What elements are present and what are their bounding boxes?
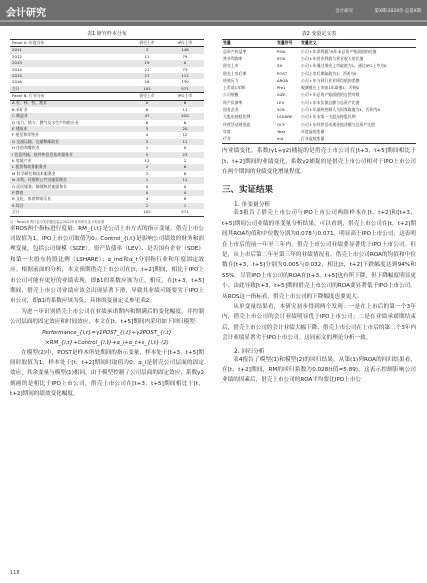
table-row bbox=[222, 77, 416, 84]
issue-info: 第X期·2024年·总第X期 bbox=[374, 9, 421, 14]
column-header: 变量 bbox=[222, 40, 276, 48]
variable-symbol-cell: SIZE bbox=[277, 92, 286, 98]
variable-definition-cell: 公司上市后期取值为1，否则为0 bbox=[301, 70, 357, 76]
value-cell: 2 bbox=[128, 164, 166, 170]
variable-symbol-cell: ROS bbox=[277, 55, 286, 61]
variable-name-cell: 上市前1年期 bbox=[223, 85, 245, 91]
year-cell: 2015 bbox=[10, 73, 128, 79]
variable-name-cell: 年度 bbox=[223, 128, 231, 134]
body-paragraph: 内业绩变化。系数(γ1+γ2)捕捉的是借壳上市公司在[t+3，t+5]期间相比于[t，t+2]期间的业绩变化，系数γ2捕捉的是借壳上市公司相对于IPO上市公司在两个期间的业绩变化增量程度。 bbox=[222, 148, 416, 175]
variable-name-cell: 行业 bbox=[222, 136, 276, 144]
body-paragraph: 为进一步识别借壳上市公司在业绩承诺期内和期满后的变化幅度，并控制公司层面的固定效应和时间效应，本文在[t，t+5]期间内采用如下回归模型： bbox=[10, 308, 204, 326]
value-cell: 11 bbox=[182, 106, 188, 112]
column-header: 变量符号 bbox=[276, 40, 300, 48]
industry-cell: M 科学研究和技术服务业 bbox=[12, 170, 56, 176]
panel-b-title: Panel B: 行业分布 bbox=[10, 93, 128, 100]
value-cell: 3 bbox=[128, 47, 166, 54]
left-column bbox=[10, 30, 204, 400]
value-cell: 0 bbox=[183, 145, 187, 151]
industry-cell: N 水利、环境和公共设施管理业 bbox=[10, 177, 128, 183]
panel-a-title: Panel A: 年度分布 bbox=[10, 40, 128, 47]
value-cell: 4 bbox=[145, 132, 149, 138]
sample-distribution-table bbox=[10, 39, 204, 217]
value-cell: 1 bbox=[145, 145, 149, 151]
industry-cell: E 建筑业 bbox=[10, 126, 128, 132]
variable-name-cell: 经营活动现金流 bbox=[223, 121, 251, 127]
variable-definition-cell: 公司 t 年总资产账面值的自然对数 bbox=[301, 92, 360, 98]
variable-definition-cell: 公司 t 年与同行业业绩均值的差额 bbox=[301, 77, 360, 83]
table-row bbox=[10, 100, 204, 107]
table-row bbox=[10, 86, 204, 93]
table-row bbox=[10, 209, 204, 216]
year-cell: 2013 bbox=[10, 60, 128, 66]
body-paragraph: 表3报告了借壳上市公司与IPO上市公司两组样本在[t，t+2]和[t+3，t+5]期间公司业绩的单变量分析结果。可以看到，借壳上市公司在[t，t+2]期间其ROA均值和中位数分别为0.078与0.071，明显高于IPO上市公司，这表明在上市后的前一年至三年内，借壳上市公司业绩要显著优于IPO上市公司。但是，从上市后第二年至第三年的业绩情况看，借壳上市公司ROA的均值和中位数在[t+3，t+5]分别为0.005与0.032，相比[t，t+2]下跌幅度达到94%和55%。尽管IPO上市公司的ROA在[t+3，t+5]也有所下降，但下降幅度明显更小。由此导致[t+3，t+5]期间借壳上市公司的ROA要显著低于IPO上市公司。从ROS这一指标看，借壳上市公司的下降幅度也要更大。 bbox=[222, 210, 416, 300]
year-cell: 2012 bbox=[12, 53, 22, 59]
value-cell: 12 bbox=[144, 158, 150, 163]
value-cell: 8 bbox=[183, 170, 187, 176]
value-cell: 20 bbox=[166, 126, 204, 132]
table-row bbox=[222, 107, 416, 114]
column-header: IPO上市 bbox=[166, 93, 204, 100]
industry-cell: A 农、林、牧、渔业 bbox=[10, 100, 128, 107]
variable-name-cell: 大股东持股比例 bbox=[223, 114, 251, 120]
variable-definition-table bbox=[222, 39, 416, 144]
value-cell: 0 bbox=[128, 100, 166, 107]
table-row bbox=[10, 40, 204, 47]
value-cell: 6 bbox=[166, 164, 204, 170]
variable-name-cell: 营业利润率 bbox=[223, 55, 243, 61]
industry-cell: D 电力、热力、燃气及水生产和供应业 bbox=[12, 119, 79, 125]
value-cell: 102 bbox=[128, 86, 166, 93]
variable-symbol-cell: Pre1 bbox=[277, 85, 286, 91]
value-cell: 47 bbox=[128, 113, 166, 119]
body-paragraph: 表4报告了模型(1)和模型(2)的回归结果。从第(1)列ROA的回归结果看，在[t，t+2]期间，RM的回归系数为0.028(t值=5.89)，这表示控制影响公司业绩的因素后，借壳上市公司的ROA平均要比IPO上市公 bbox=[222, 356, 416, 384]
value-cell: 4 bbox=[145, 196, 149, 202]
variable-definition-cell: 公司 t 年通过借壳上市取值为1，通过IPO上市为0 bbox=[301, 63, 387, 69]
column-header: 借壳上市 bbox=[128, 93, 166, 100]
table-row bbox=[222, 121, 416, 128]
industry-cell: B 采矿业 bbox=[12, 106, 28, 112]
header-rule bbox=[0, 20, 427, 22]
value-cell: 11 bbox=[144, 53, 150, 59]
table-row bbox=[222, 99, 416, 106]
value-cell: 5 bbox=[128, 139, 166, 145]
value-cell: 0 bbox=[183, 183, 187, 189]
variable-symbol-cell: SOE bbox=[277, 107, 285, 113]
industry-cell: K 房地产业 bbox=[12, 158, 32, 163]
value-cell: 21 bbox=[144, 66, 150, 72]
value-cell: 1 bbox=[166, 203, 204, 209]
value-cell: 102 bbox=[128, 209, 166, 216]
value-cell: 2 bbox=[183, 158, 187, 163]
table-row bbox=[222, 92, 416, 99]
subsection-heading: 1. 单变量分析 bbox=[234, 202, 271, 209]
industry-cell: R 文化、体育和娱乐业 bbox=[12, 196, 51, 202]
value-cell: 0 bbox=[166, 190, 204, 196]
variable-symbol-cell: LSHARE bbox=[277, 114, 293, 120]
value-cell: 6 bbox=[145, 106, 149, 112]
value-cell: 2 bbox=[128, 203, 166, 209]
value-cell: 1 bbox=[128, 177, 166, 183]
body-paragraph: 从单变量结果看，本研究初步得到两个发现：一是在上市后的第一个3年内，借壳上市公司的会计业绩明显优于IPO上市公司；二是在业绩承诺期结束后，借壳上市公司的会计业绩大幅下降，借壳上市公司在上市后的第二个3年内会计业绩显著劣于IPO上市公司。这同前文的理论分析一致。 bbox=[222, 304, 416, 342]
variable-name-cell: 公司规模 bbox=[223, 92, 239, 98]
value-cell: 27 bbox=[128, 73, 166, 79]
table-row bbox=[222, 85, 416, 92]
table-row bbox=[222, 114, 416, 121]
value-cell: 73 bbox=[182, 66, 188, 72]
variable-name-cell: 借壳上市 bbox=[223, 63, 239, 69]
value-cell: 12 bbox=[182, 132, 188, 138]
year-cell: 2011 bbox=[10, 47, 128, 54]
value-cell: 571 bbox=[166, 86, 204, 93]
variable-definition-cell: 公司 t 年净利润与t年末总资产账面值的比值 bbox=[301, 48, 377, 54]
value-cell: 0 bbox=[128, 190, 166, 196]
table-row bbox=[222, 129, 416, 136]
industry-cell: O 居民服务、修理和其他服务业 bbox=[12, 183, 67, 189]
variable-symbol-cell: LEV bbox=[277, 99, 285, 105]
year-cell: 2016 bbox=[12, 79, 22, 85]
year-cell: 2014 bbox=[12, 66, 22, 72]
table-row bbox=[222, 48, 416, 56]
table-row bbox=[10, 47, 204, 54]
table-row bbox=[222, 70, 416, 77]
table1-note: 注：Panel B 的行业分类依据证监会2012年发布的行业分类标准 bbox=[10, 219, 105, 224]
industry-cell: 合计 bbox=[10, 209, 128, 216]
value-cell: 8 bbox=[183, 196, 187, 202]
industry-cell: L 租赁和商务服务业 bbox=[10, 164, 128, 170]
value-cell: 0 bbox=[145, 183, 149, 189]
variable-definition-cell: 公司 t 年经营活动现金流净额与总资产比值 bbox=[301, 121, 376, 127]
page-header bbox=[0, 0, 427, 26]
variable-symbol-cell: OCF bbox=[277, 121, 286, 127]
industry-cell: C 制造业 bbox=[10, 113, 128, 119]
table-row bbox=[222, 56, 416, 63]
value-cell: 19 bbox=[128, 60, 166, 66]
table-row bbox=[222, 63, 416, 70]
section-title: 会计研究 bbox=[6, 8, 46, 19]
value-cell: 6 bbox=[145, 119, 149, 125]
value-cell: 79 bbox=[182, 53, 188, 59]
industry-cell: H 住宿和餐饮业 bbox=[12, 145, 40, 151]
column-header: IPO上市 bbox=[166, 40, 204, 47]
value-cell: 571 bbox=[166, 209, 204, 216]
value-cell: 5 bbox=[128, 126, 166, 132]
year-cell: 合计 bbox=[10, 86, 128, 93]
variable-name-cell: 国有企业 bbox=[223, 107, 239, 113]
variable-definition-cell: 公司 t 年末第一大股东持股比例 bbox=[301, 114, 356, 120]
variable-definition-cell: 观测值在上市前1年取值1，否则0 bbox=[301, 85, 360, 91]
industry-cell: P 教育 bbox=[10, 190, 128, 196]
value-cell: 12 bbox=[166, 177, 204, 183]
value-cell: 112 bbox=[166, 73, 204, 79]
value-cell: 6 bbox=[166, 100, 204, 107]
industry-cell: S 综合 bbox=[10, 203, 128, 209]
section-heading: 三、实证结果 bbox=[222, 185, 274, 196]
value-cell: 11 bbox=[166, 139, 204, 145]
column-header: 变量定义 bbox=[300, 40, 416, 48]
table1-caption: 表1 研究样本分布 bbox=[87, 31, 127, 37]
industry-cell: F 批发和零售业 bbox=[12, 132, 39, 138]
variable-definition-cell: 行业虚拟变量 bbox=[300, 136, 416, 144]
variable-definition-cell: 公司 t 年末负债总额与总资产比值 bbox=[301, 99, 360, 105]
value-cell: 420 bbox=[166, 113, 204, 119]
journal-name: 会计研究 bbox=[335, 9, 353, 14]
industry-cell: G 交通运输、仓储和邮政业 bbox=[10, 139, 128, 145]
right-column bbox=[222, 30, 416, 386]
table-row bbox=[10, 93, 204, 100]
page-number: 118 bbox=[10, 570, 20, 576]
variable-name-cell: 绩效压力 bbox=[223, 77, 239, 83]
variable-symbol-cell: Year bbox=[277, 128, 286, 134]
subsection-heading: 2. 回归分析 bbox=[234, 348, 265, 355]
variable-name-cell: 借壳上市后期 bbox=[223, 70, 247, 76]
industry-cell: I 信息传输、软件和信息技术服务业 bbox=[10, 152, 128, 158]
value-cell: 5 bbox=[128, 152, 166, 158]
table-row bbox=[222, 40, 416, 48]
variable-definition-cell: 年度虚拟变量 bbox=[301, 128, 325, 134]
variable-name-cell: 总资产收益率 bbox=[223, 48, 247, 54]
variable-definition-cell: 公司 t 年营业利润与营业收入的比值 bbox=[301, 55, 364, 61]
value-cell: 139 bbox=[181, 79, 189, 85]
variable-name-cell: 资产负债率 bbox=[223, 99, 243, 105]
value-cell: 0 bbox=[166, 60, 204, 66]
variable-symbol-cell: POST bbox=[277, 70, 288, 76]
variable-symbol-cell: SH bbox=[277, 63, 283, 69]
value-cell: 23 bbox=[166, 152, 204, 158]
variable-symbol-cell: ROA bbox=[277, 48, 286, 54]
body-paragraph: 在模型(2)中，POST是样本所处期间的指示变量，样本处于[t+3，t+5]期间时取值为1，样本处于[t，t+2]期间时取值为0；α_i是借壳公司层面的固定效应，其余变量与模型(1)相同。由于模型控制了公司层面的固定效应，系数γ2刻画的是相比于IPO上市公司，借壳上市公司在[t+3，t+5]期间相比于[t，t+2]期间的绩效变化幅度。 bbox=[10, 349, 204, 398]
table-row bbox=[222, 136, 416, 144]
variable-symbol-cell: ΔROA bbox=[277, 77, 289, 83]
variable-definition-cell: 公司 t 年最终控制人为国有取值为1，否则为0 bbox=[301, 107, 380, 113]
column-header: 借壳上市 bbox=[128, 40, 166, 47]
regression-formula: Performance_{i,t}=γ1POST_{i,t}+γ2POST_{i,t}×RM_{i,t}+Control_{i,t}+α_i+α_t+ε_{i,t} (2) bbox=[42, 329, 172, 346]
table2-caption: 表2 变量定义表 bbox=[301, 31, 337, 37]
value-cell: 6 bbox=[183, 119, 187, 125]
value-cell: 2 bbox=[145, 170, 149, 176]
variable-symbol-cell: Ind bbox=[276, 136, 300, 144]
value-cell: 18 bbox=[144, 79, 150, 85]
value-cell: 148 bbox=[166, 47, 204, 54]
body-paragraph: 率ROS两个指标进行度量；RM_{i,t}是公司上市方式的指示变量，借壳上市公司取值为1，IPO上市公司取值为0；Control_{i,t}是影响公司绩效的财务和治理变量，包括公司规模（SIZE）、资产负债率（LEV）、是否国有企业（SOE）和第一大股东持股比例（LSHARE）；α_ind和α_t分别指行业和年度固定效应。根据前面的分析，本文预期借壳上市公司在[t，t+2]期间，相比于IPO上市公司可能有更好的业绩表现，即β1的系数应该为正。相反，在[t+3，t+5]期间，借壳上市公司业绩应该会出现显著下滑，导致其业绩可能要劣于IPO上市公司，即β1的系数应该为负。具体的变量定义参见表2。 bbox=[10, 225, 204, 305]
